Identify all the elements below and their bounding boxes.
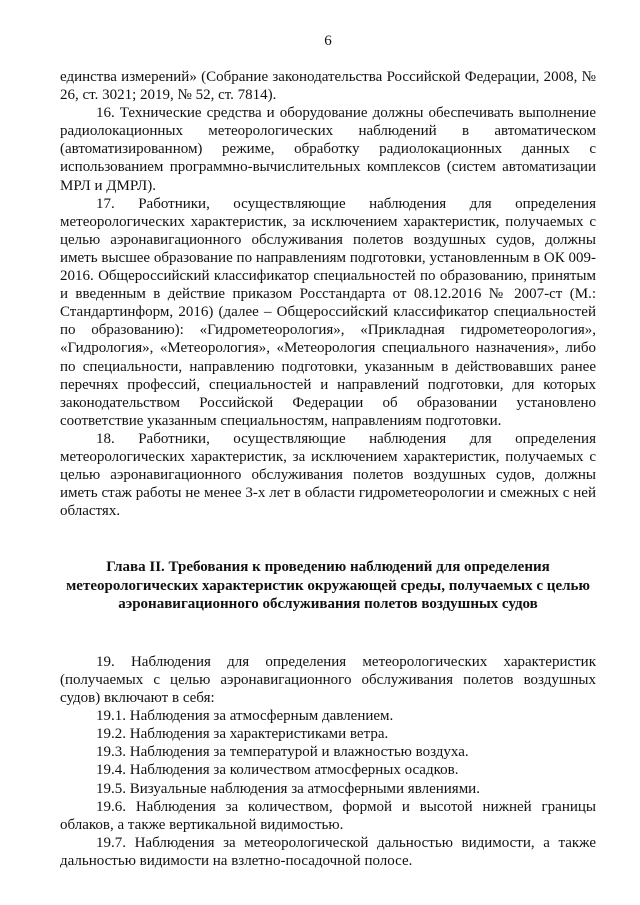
paragraph-continuation: единства измерений» (Собрание законодательства Российской Федерации, 2008, № 26, ст. 3021; 2019, № 52, ст. 7814). — [60, 69, 596, 104]
subitem-19-4: 19.4. Наблюдения за количеством атмосферных осадков. — [96, 762, 459, 779]
subitem-19-7: 19.7. Наблюдения за метеорологической дальностью видимости, а также дальностью видимости на взлетно-посадочной полосе. — [60, 834, 596, 869]
subitem-19-1: 19.1. Наблюдения за атмосферным давлением. — [96, 708, 394, 725]
subitem-19-5: 19.5. Визуальные наблюдения за атмосферными явлениями. — [96, 780, 480, 797]
subitem-19-2: 19.2. Наблюдения за характеристиками ветра. — [96, 726, 389, 743]
chapter-heading-line: метеорологических характеристик окружающей среды, получаемых с целью — [66, 577, 590, 594]
paragraph-19: 19. Наблюдения для определения метеорологических характеристик (получаемых с целью аэронавигационного обслуживания полетов воздушных судов) включают в себя: — [60, 653, 596, 707]
document-page — [60, 32, 596, 870]
subitem-19-6: 19.6. Наблюдения за количеством, формой и высотой нижней границы облаков, а также вертикальной видимостью. — [60, 798, 596, 833]
chapter-heading-line: Глава II. Требования к проведению наблюдений для определения — [106, 559, 550, 576]
paragraph-18: 18. Работники, осуществляющие наблюдения для определения метеорологических характеристик, за исключением характеристик, получаемых с целью аэронавигационного обслуживания полетов воздушных судов, должны иметь стаж работы не менее 3-х лет в области гидрометеорологии и смежных с ней областях. — [60, 430, 596, 520]
paragraph-16: 16. Технические средства и оборудование должны обеспечивать выполнение радиолокационных метеорологических наблюдений в автоматическом (автоматизированном) режиме, обработку радиолокационных данных с использованием программно-вычислительных комплексов (систем автоматизации МРЛ и ДМРЛ). — [60, 105, 596, 194]
paragraph-17: 17. Работники, осуществляющие наблюдения для определения метеорологических характеристик, за исключением характеристик, получаемых с целью аэронавигационного обслуживания полетов воздушных судов, должны иметь высшее образование по направлениям подготовки, установленным в ОК 009-2016. Общероссийский классификатор специальностей по образованию, принятым и введенным в действие приказом Росстандарта от 08.12.2016 № 2007-ст (М.: Стандартинформ, 2016) (далее – Общероссийский классификатор специальностей по образованию): «Гидрометеорология», «Прикладная гидрометеорология», «Гидрология», «Метеорология», «Метеорология специального назначения», либо по специальности, направлению подготовки, указанным в действовавших ранее перечнях профессий, специальностей и направлений подготовки, для которых законодательством Российской Федерации об образовании установлено соответствие указанным специальностям, направлениям подготовки. — [60, 195, 596, 429]
subitem-19-3: 19.3. Наблюдения за температурой и влажностью воздуха. — [96, 744, 469, 761]
chapter-heading — [60, 558, 596, 614]
page-number: 6 — [324, 33, 332, 49]
chapter-heading-line: аэронавигационного обслуживания полетов воздушных судов — [118, 596, 538, 613]
